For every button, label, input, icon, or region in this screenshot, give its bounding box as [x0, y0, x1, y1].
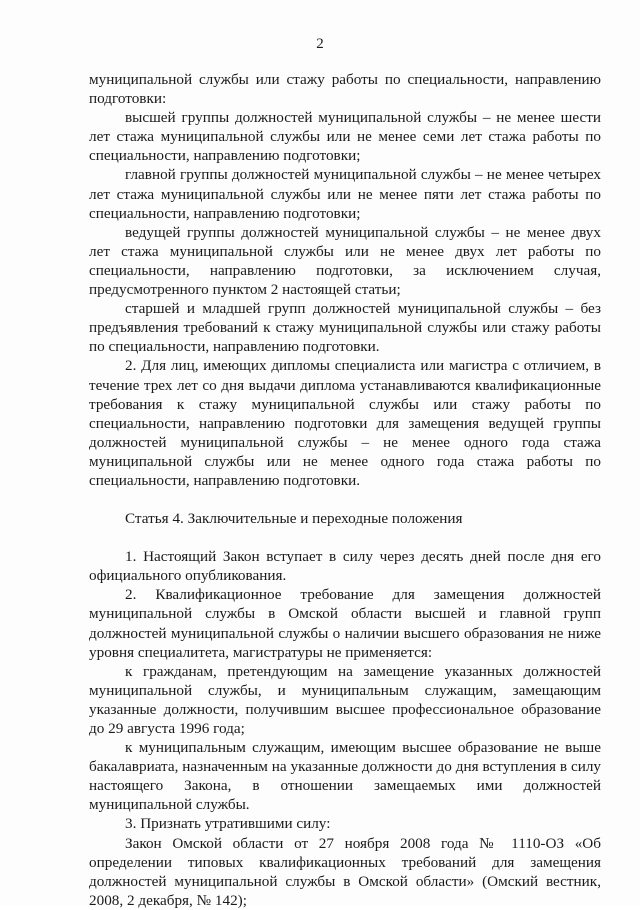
paragraph-main-group: главной группы должностей муниципальной службы – не менее четырех лет стажа муниципальной службы или не менее пяти лет стажа работы по специальности, направлению подготовки; [89, 166, 601, 222]
article-heading: Статья 4. Заключительные и переходные положения [125, 510, 463, 528]
article-paragraph-5: 3. Признать утратившими силу: [125, 815, 331, 833]
article-paragraph-1: 1. Настоящий Закон вступает в силу через десять дней после дня его официального опубликования. [89, 548, 601, 585]
article-paragraph-6: Закон Омской области от 27 ноября 2008 года № 1110-ОЗ «Об определении типовых квалификационных требований для замещения должностей муниципальной службы в Омской области» (Омский вестник, 2008, 2 декабря, № 142); [89, 834, 601, 909]
paragraph-highest-group: высшей группы должностей муниципальной службы – не менее шести лет стажа муниципальной службы или не менее семи лет стажа работы по специальности, направлению подготовки; [89, 109, 601, 165]
article-paragraph-3: к гражданам, претендующим на замещение указанных должностей муниципальной службы, и муниципальным служащим, замещающим указанные должности, получившим высшее профессиональное образование до 29 августа 1996 года; [89, 662, 601, 737]
paragraph-leading-group: ведущей группы должностей муниципальной службы – не менее двух лет стажа муниципальной службы или не менее двух лет работы по специальности, направлению подготовки, за исключением случая, предусмотренного пунктом 2 настоящей статьи; [89, 223, 601, 299]
document-body [89, 70, 601, 910]
paragraph-item-2: 2. Для лиц, имеющих дипломы специалиста или магистра с отличием, в течение трех лет со дня выдачи диплома устанавливаются квалификационные требования к стажу муниципальной службы или стажу работы по специальности, направлению подготовки для замещения ведущей группы должностей муниципальной службы – не менее одного года стажа муниципальной службы или не менее одного года стажа работы по специальности, направлению подготовки. [89, 357, 601, 489]
paragraph-senior-junior-groups: старшей и младшей групп должностей муниципальной службы – без предъявления требований к стажу муниципальной службы или стажу работы по специальности, направлению подготовки. [89, 300, 601, 356]
paragraph-continuation: муниципальной службы или стажу работы по специальности, направлению подготовки: [89, 71, 601, 108]
article-paragraph-2: 2. Квалификационное требование для замещения должностей муниципальной службы в Омской области высшей и главной групп должностей муниципальной службы о наличии высшего образования не ниже уровня специалитета, магистратуры не применяется: [89, 586, 601, 661]
article-paragraph-4: к муниципальным служащим, имеющим высшее образование не выше бакалавриата, назначенным на указанные должности до дня вступления в силу настоящего Закона, в отношении замещаемых ими должностей муниципальной службы. [89, 739, 601, 814]
page-number: 2 [316, 36, 324, 52]
